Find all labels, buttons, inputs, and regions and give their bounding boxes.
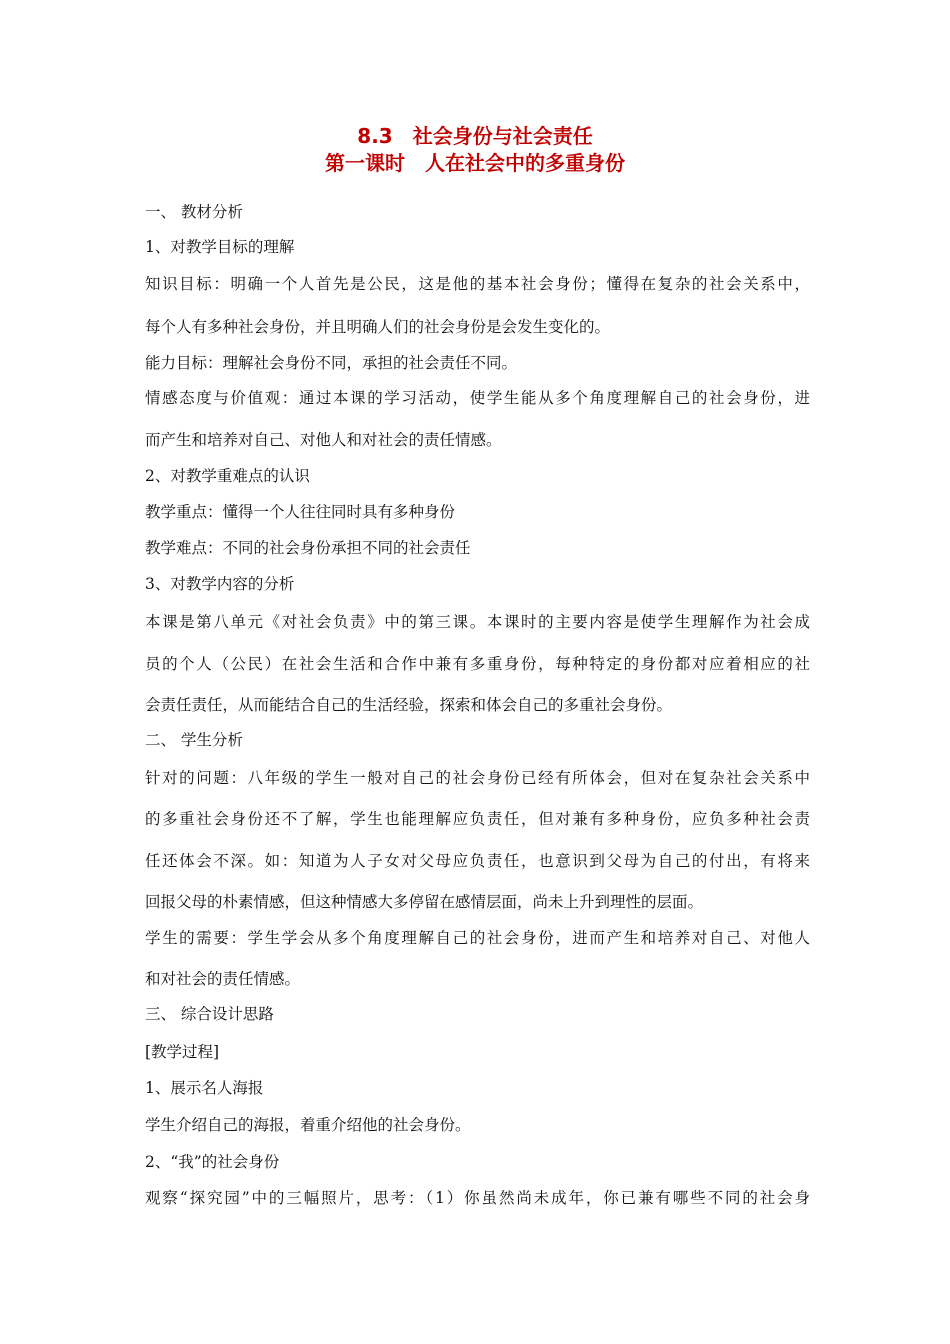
subheading-teaching-goals: 1、对教学目标的理解 <box>145 238 295 256</box>
paragraph-line: 每个人有多种社会身份，并且明确人们的社会身份是会发生变化的。 <box>145 318 611 336</box>
paragraph-line: 知识目标：明确一个人首先是公民，这是他的基本社会身份；懂得在复杂的社会关系中， <box>145 275 810 293</box>
paragraph-line: 回报父母的朴素情感，但这种情感大多停留在感情层面，尚未上升到理性的层面。 <box>145 893 704 911</box>
section-heading-textbook-analysis: 一、 教材分析 <box>145 203 243 221</box>
paragraph-line: 而产生和培养对自己、对他人和对社会的责任情感。 <box>145 431 502 449</box>
paragraph-line: 本课是第八单元《对社会负责》中的第三课。本课时的主要内容是使学生理解作为社会成 <box>145 613 810 631</box>
paragraph-line: 情感态度与价值观：通过本课的学习活动，使学生能从多个角度理解自己的社会身份，进 <box>145 389 810 407</box>
paragraph-line: 学生的需要：学生学会从多个角度理解自己的社会身份，进而产生和培养对自己、对他人 <box>145 929 810 947</box>
section-heading-design-ideas: 三、 综合设计思路 <box>145 1005 274 1023</box>
subheading-content-analysis: 3、对教学内容的分析 <box>145 575 295 593</box>
subheading-step-2: 2、“我”的社会身份 <box>145 1153 280 1171</box>
paragraph-line: 能力目标：理解社会身份不同，承担的社会责任不同。 <box>145 354 518 372</box>
paragraph-line: 观察“探究园”中的三幅照片，思考：（1）你虽然尚未成年，你已兼有哪些不同的社会身 <box>145 1189 810 1207</box>
subheading-teaching-process: [教学过程] <box>145 1043 220 1061</box>
document-title: 8.3 社会身份与社会责任 <box>357 124 593 148</box>
paragraph-line: 任还体会不深。如：知道为人子女对父母应负责任，也意识到父母为自己的付出，有将来 <box>145 852 810 870</box>
subheading-step-1: 1、展示名人海报 <box>145 1079 264 1097</box>
section-heading-student-analysis: 二、 学生分析 <box>145 731 243 749</box>
subheading-key-points: 2、对教学重难点的认识 <box>145 467 310 485</box>
document-subtitle: 第一课时 人在社会中的多重身份 <box>325 151 625 175</box>
paragraph-line: 的多重社会身份还不了解，学生也能理解应负责任，但对兼有多种身份，应负多种社会责 <box>145 810 810 828</box>
paragraph-line: 针对的问题：八年级的学生一般对自己的社会身份已经有所体会，但对在复杂社会关系中 <box>145 769 810 787</box>
paragraph-line: 员的个人（公民）在社会生活和合作中兼有多重身份，每种特定的身份都对应着相应的社 <box>145 655 810 673</box>
paragraph-line: 教学重点：懂得一个人往往同时具有多种身份 <box>145 503 456 521</box>
paragraph-line: 会责任责任，从而能结合自己的生活经验，探索和体会自己的多重社会身份。 <box>145 696 673 714</box>
paragraph-line: 学生介绍自己的海报，着重介绍他的社会身份。 <box>145 1116 471 1134</box>
paragraph-line: 和对社会的责任情感。 <box>145 970 301 988</box>
paragraph-line: 教学难点：不同的社会身份承担不同的社会责任 <box>145 539 471 557</box>
